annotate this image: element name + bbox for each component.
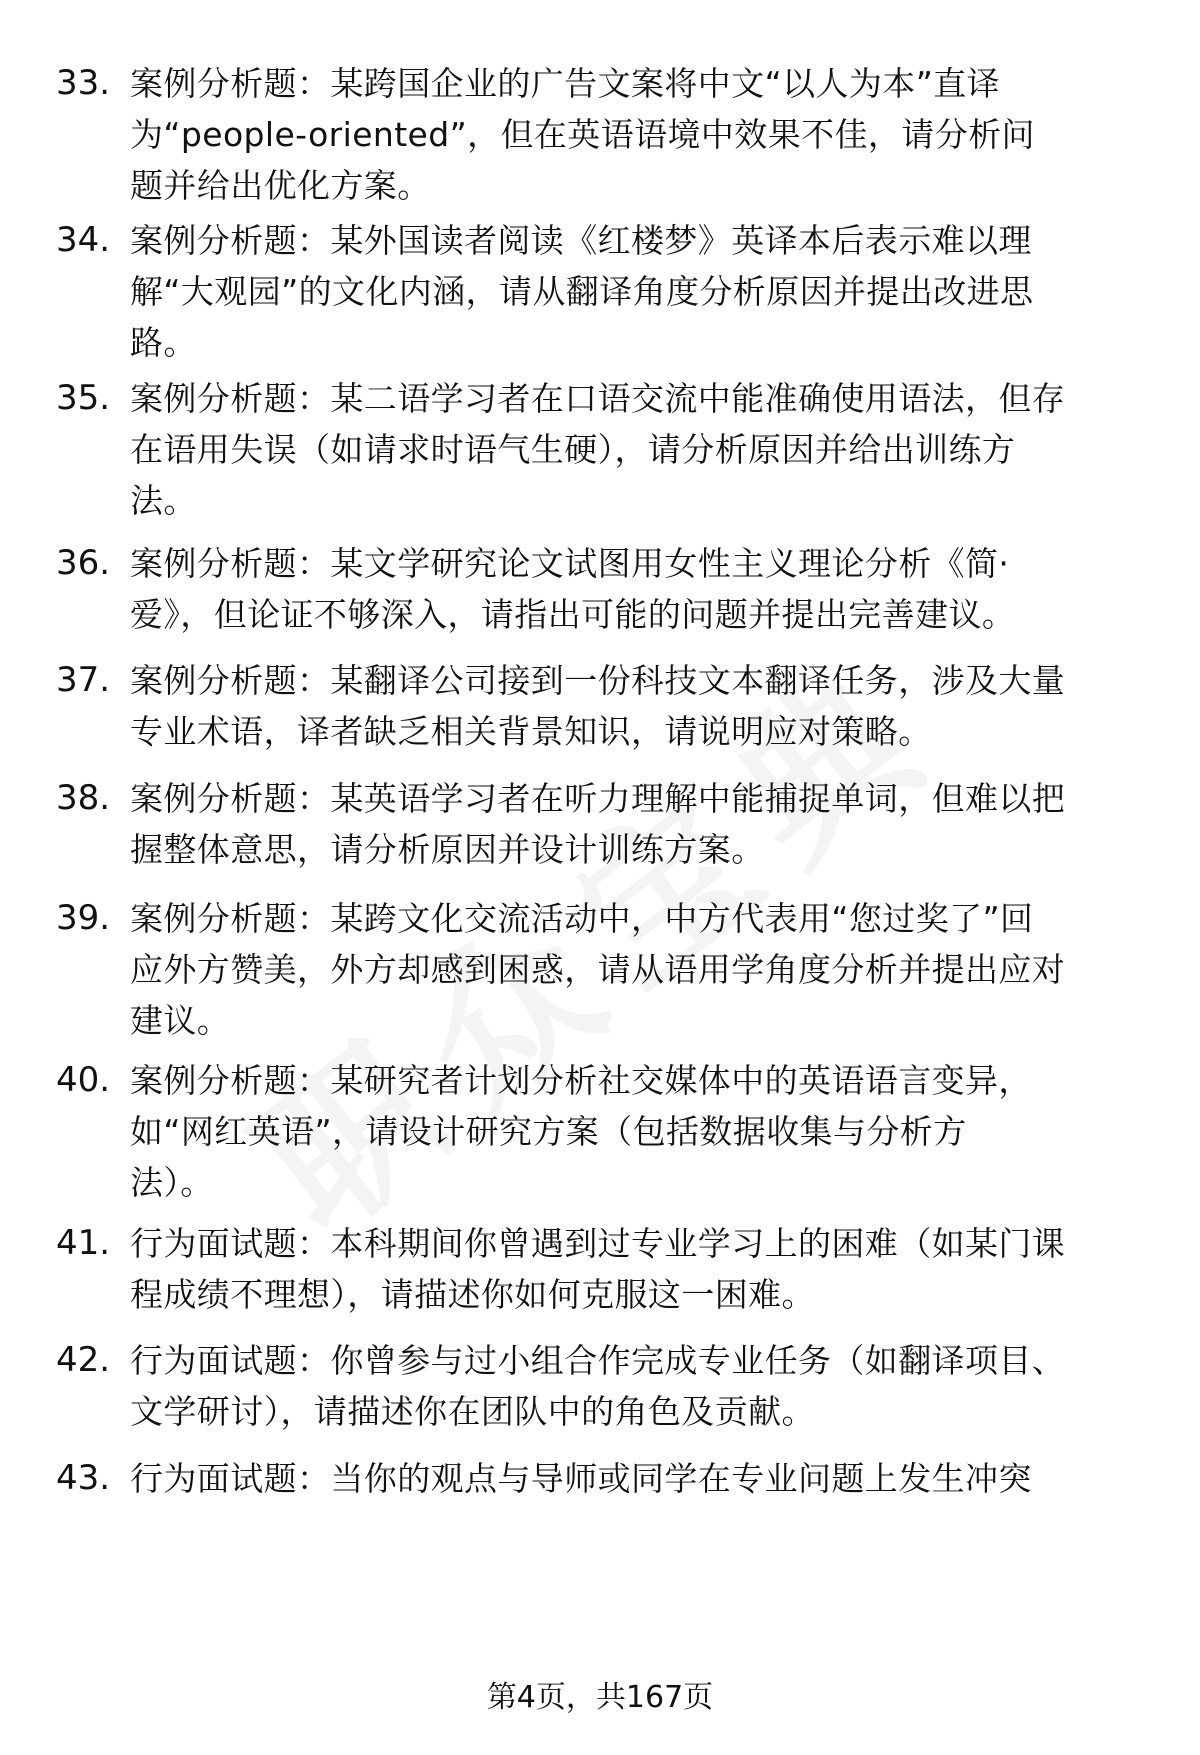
- question-line: 行为面试题：你曾参与过小组合作完成专业任务（如翻译项目、: [130, 1341, 1066, 1380]
- question-text: [130, 373, 1140, 526]
- question-text: [130, 773, 1140, 875]
- question-line: 文学研讨），请描述你在团队中的角色及贡献。: [130, 1392, 815, 1431]
- question-line: 案例分析题：某英语学习者在听力理解中能捕捉单词，但难以把: [130, 779, 1066, 818]
- question-line: 路。: [130, 323, 197, 362]
- question-line: 爱》，但论证不够深入，请指出可能的问题并提出完善建议。: [130, 595, 1016, 634]
- question-number: 38.: [56, 778, 111, 818]
- question-line: 案例分析题：某外国读者阅读《红楼梦》英译本后表示难以理: [130, 221, 1032, 260]
- question-text: [130, 1335, 1140, 1437]
- question-text: [130, 58, 1140, 211]
- question-number: 39.: [56, 898, 111, 938]
- question-text: [130, 215, 1140, 368]
- question-line: 专业术语，译者缺乏相关背景知识，请说明应对策略。: [130, 712, 932, 751]
- question-number: 33.: [56, 63, 111, 103]
- question-line: 案例分析题：某研究者计划分析社交媒体中的英语语言变异，: [130, 1061, 1032, 1100]
- question-line: 建议。: [130, 1001, 231, 1040]
- question-number: 43.: [56, 1458, 111, 1498]
- question-line: 如“网红英语”，请设计研究方案（包括数据收集与分析方: [130, 1112, 967, 1151]
- question-line: 法。: [130, 481, 197, 520]
- question-line: 程成绩不理想），请描述你如何克服这一困难。: [130, 1275, 815, 1314]
- question-text: [130, 893, 1140, 1046]
- page-footer: 第4页，共167页: [486, 1680, 714, 1715]
- question-line: 为“people-oriented”，但在英语语境中效果不佳，请分析问: [130, 115, 1035, 154]
- question-line: 案例分析题：某文学研究论文试图用女性主义理论分析《简·: [130, 544, 1010, 583]
- question-number: 41.: [56, 1223, 111, 1263]
- question-number: 37.: [56, 660, 111, 700]
- question-text: [130, 1055, 1140, 1208]
- question-line: 案例分析题：某跨国企业的广告文案将中文“以人为本”直译: [130, 64, 1000, 103]
- question-number: 40.: [56, 1060, 111, 1100]
- question-number: 36.: [56, 543, 111, 583]
- question-text: [130, 1218, 1140, 1320]
- question-line: 案例分析题：某跨文化交流活动中，中方代表用“您过奖了”回: [130, 899, 1034, 938]
- question-line: 解“大观园”的文化内涵，请从翻译角度分析原因并提出改进思: [130, 272, 1034, 311]
- question-line: 案例分析题：某二语学习者在口语交流中能准确使用语法，但存: [130, 379, 1066, 418]
- question-line: 行为面试题：本科期间你曾遇到过专业学习上的困难（如某门课: [130, 1224, 1066, 1263]
- question-line: 在语用失误（如请求时语气生硬），请分析原因并给出训练方: [130, 430, 1016, 469]
- question-text: [130, 538, 1140, 640]
- question-line: 应外方赞美，外方却感到困惑，请从语用学角度分析并提出应对: [130, 950, 1066, 989]
- question-line: 握整体意思，请分析原因并设计训练方案。: [130, 830, 765, 869]
- question-number: 35.: [56, 378, 111, 418]
- question-number: 34.: [56, 220, 111, 260]
- question-text: [130, 655, 1140, 757]
- question-line: 法）。: [130, 1163, 214, 1202]
- question-line: 行为面试题：当你的观点与导师或同学在专业问题上发生冲突: [130, 1459, 1032, 1498]
- question-line: 题并给出优化方案。: [130, 166, 431, 205]
- question-line: 案例分析题：某翻译公司接到一份科技文本翻译任务，涉及大量: [130, 661, 1066, 700]
- question-number: 42.: [56, 1340, 111, 1380]
- question-text: [130, 1453, 1140, 1504]
